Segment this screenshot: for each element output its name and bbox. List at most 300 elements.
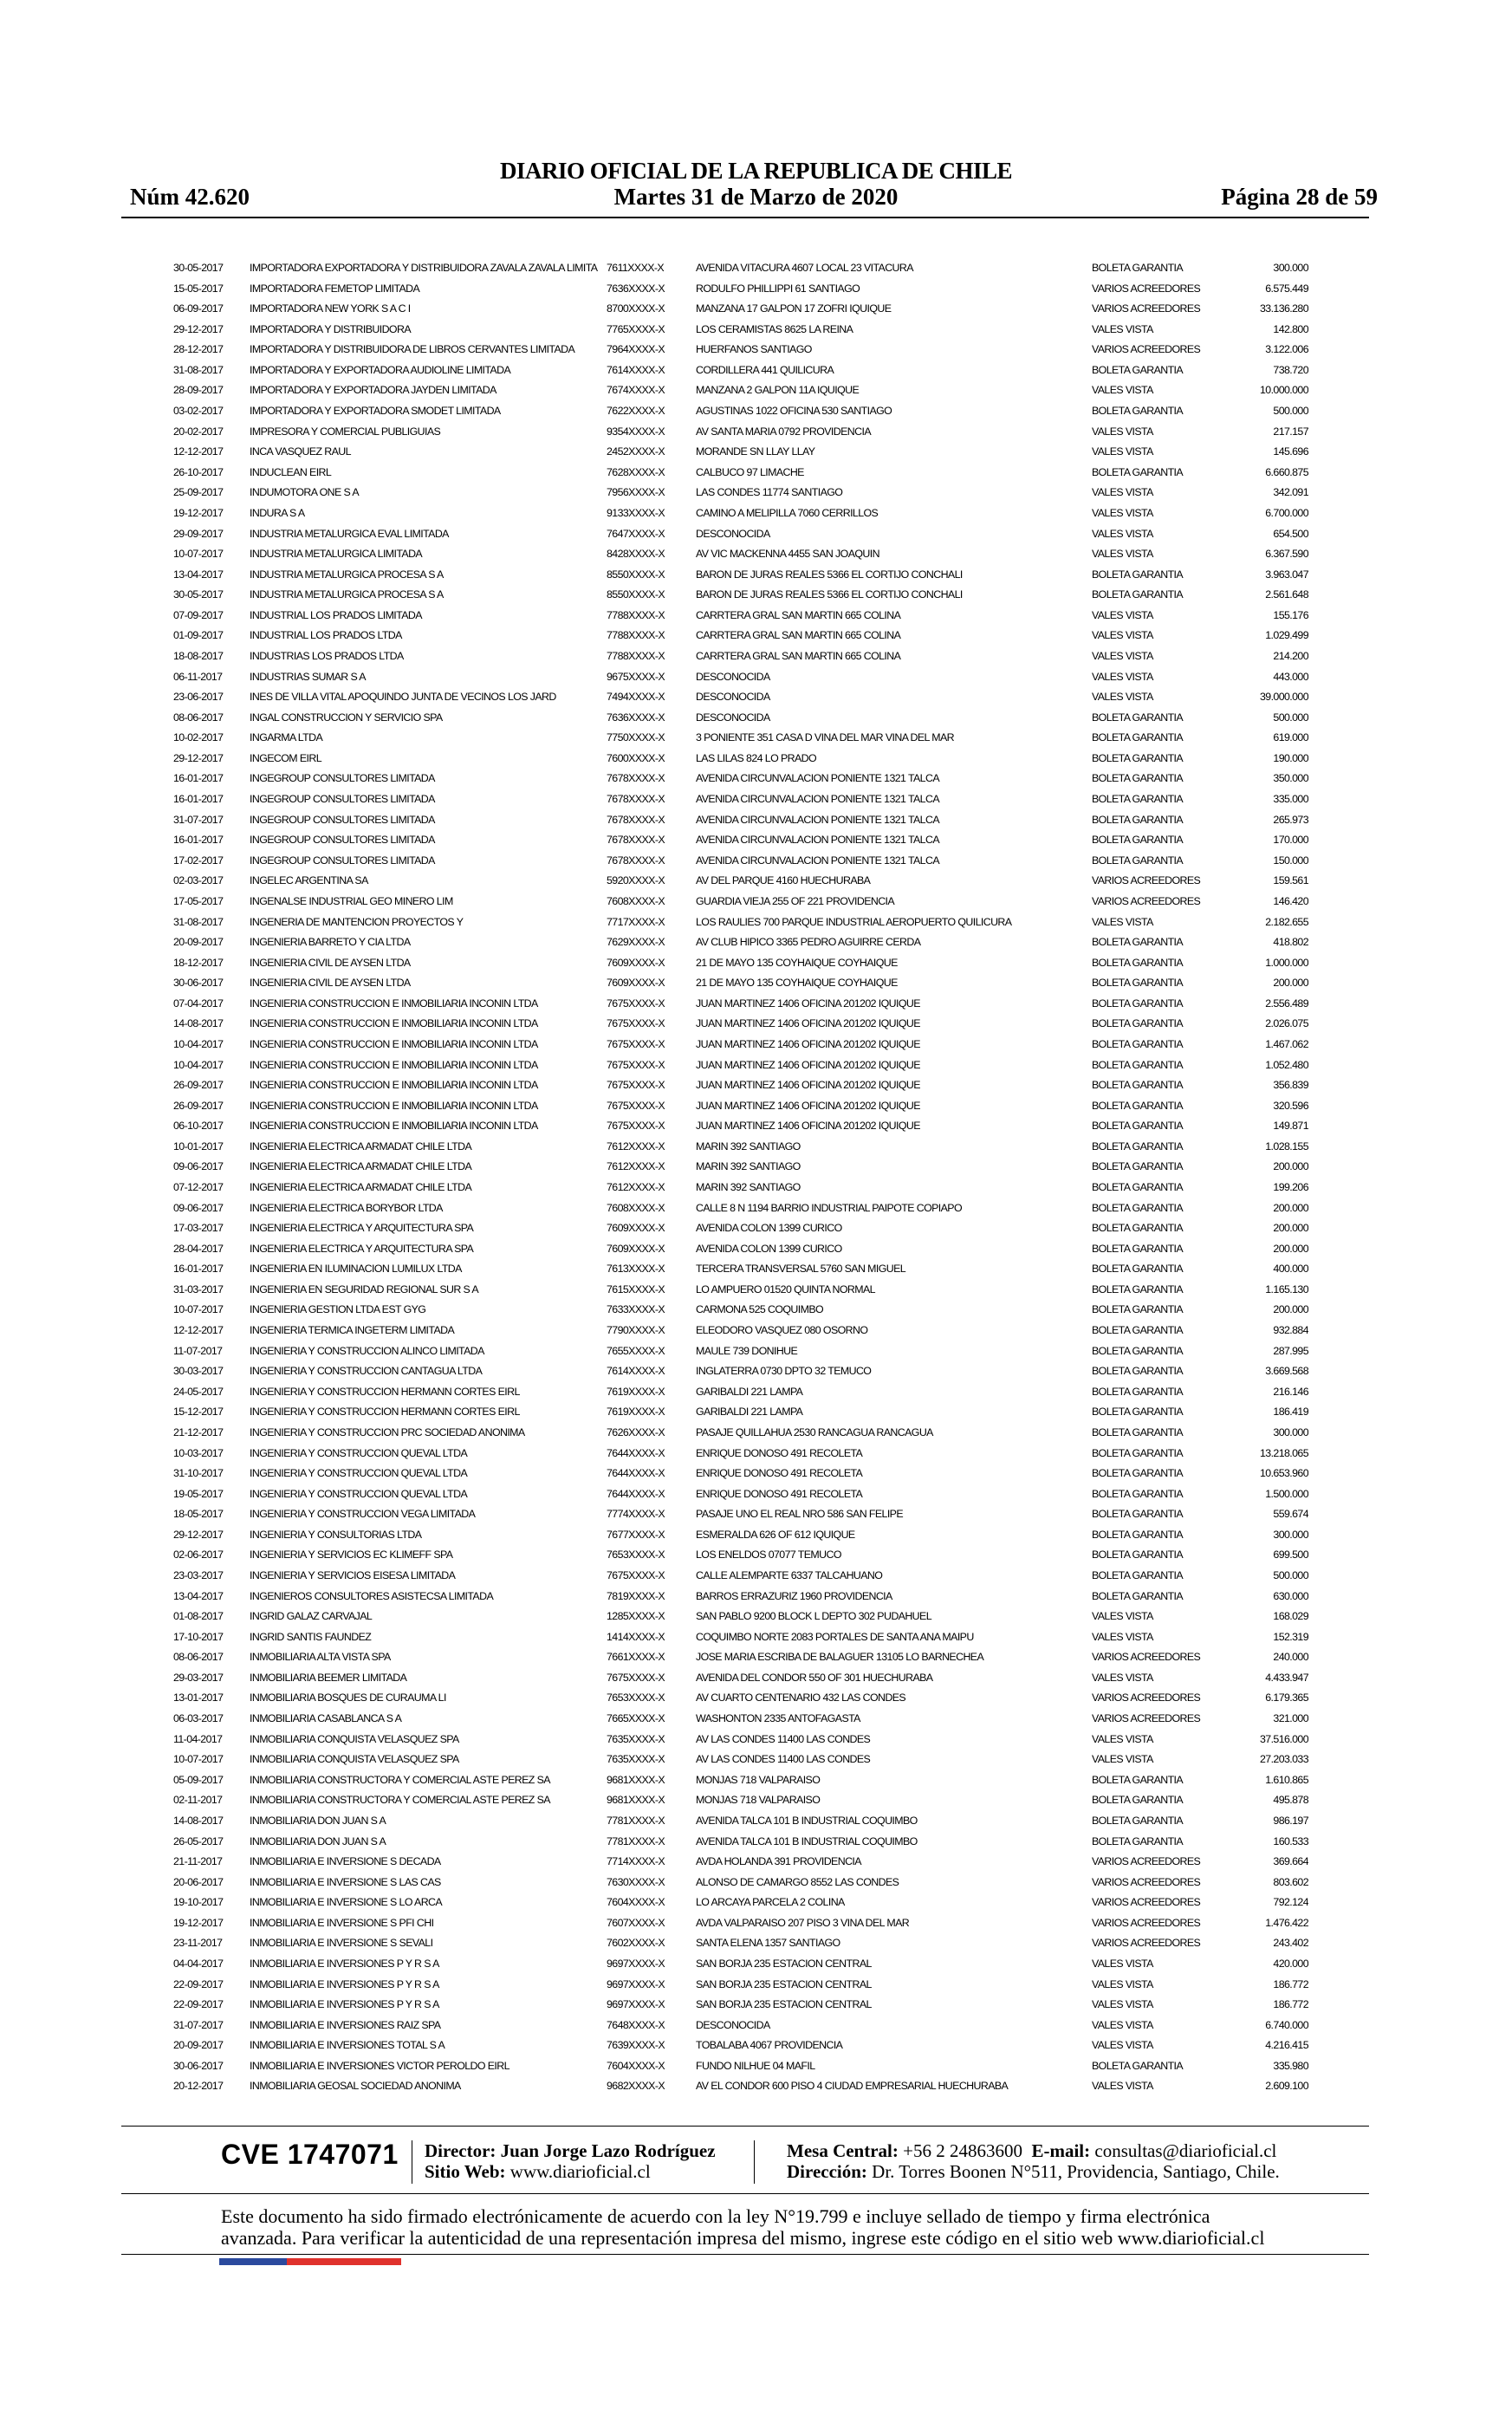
record-id: 7819XXXX-X <box>607 1589 665 1602</box>
record-name: INMOBILIARIA CASABLANCA S A <box>250 1712 402 1725</box>
record-date: 28-12-2017 <box>173 343 224 356</box>
record-date: 13-04-2017 <box>173 1589 224 1602</box>
record-name: INGENIERIA CIVIL DE AYSEN LTDA <box>250 956 411 969</box>
record-document-type: BOLETA GARANTIA <box>1092 711 1184 724</box>
record-amount: 335.000 <box>1273 793 1308 806</box>
table-row <box>173 994 1308 1015</box>
record-address: AVENIDA DEL CONDOR 550 OF 301 HUECHURABA <box>696 1671 933 1684</box>
record-address: MONJAS 718 VALPARAISO <box>696 1773 821 1786</box>
table-row <box>173 973 1308 994</box>
record-id: 7494XXXX-X <box>607 691 665 704</box>
record-name: INMOBILIARIA CONSTRUCTORA Y COMERCIAL ASTE PEREZ SA <box>250 1773 550 1786</box>
table-row <box>173 1852 1308 1873</box>
record-document-type: BOLETA GARANTIA <box>1092 1303 1184 1316</box>
record-name: INMOBILIARIA E INVERSIONES P Y R S A <box>250 1998 439 2011</box>
record-amount: 150.000 <box>1273 854 1308 867</box>
table-row <box>173 299 1308 320</box>
email-link[interactable]: consultas@diarioficial.cl <box>1094 2140 1277 2161</box>
record-address: CALLE 8 N 1194 BARRIO INDUSTRIAL PAIPOTE COPIAPO <box>696 1201 962 1214</box>
record-amount: 10.000.000 <box>1259 384 1308 397</box>
record-address: COQUIMBO NORTE 2083 PORTALES DE SANTA ANA MAIPU <box>696 1630 974 1643</box>
record-amount: 33.136.280 <box>1259 302 1308 315</box>
table-row <box>173 1137 1308 1158</box>
record-date: 16-01-2017 <box>173 793 224 806</box>
record-id: 5920XXXX-X <box>607 874 665 887</box>
record-id: 9133XXXX-X <box>607 506 665 519</box>
record-name: INMOBILIARIA ALTA VISTA SPA <box>250 1651 391 1664</box>
record-address: JUAN MARTINEZ 1406 OFICINA 201202 IQUIQUE <box>696 1058 920 1071</box>
record-amount: 10.653.960 <box>1259 1467 1308 1480</box>
record-address: TERCERA TRANSVERSAL 5760 SAN MIGUEL <box>696 1263 906 1276</box>
record-id: 7714XXXX-X <box>607 1855 665 1868</box>
record-date: 11-04-2017 <box>173 1732 223 1745</box>
record-amount: 6.575.449 <box>1265 282 1308 295</box>
record-name: INGENIEROS CONSULTORES ASISTECSA LIMITADA <box>250 1589 494 1602</box>
record-date: 15-05-2017 <box>173 282 224 295</box>
record-address: MONJAS 718 VALPARAISO <box>696 1794 821 1807</box>
record-address: AV DEL PARQUE 4160 HUECHURABA <box>696 874 871 887</box>
record-date: 02-11-2017 <box>173 1794 223 1807</box>
record-name: INGEGROUP CONSULTORES LIMITADA <box>250 813 435 826</box>
record-amount: 6.740.000 <box>1265 2018 1308 2031</box>
footer-divider-top <box>121 2126 1369 2127</box>
record-amount: 369.664 <box>1273 1855 1308 1868</box>
record-document-type: BOLETA GARANTIA <box>1092 1120 1184 1133</box>
table-row <box>173 1587 1308 1607</box>
record-id: 7639XXXX-X <box>607 2039 665 2052</box>
record-date: 10-03-2017 <box>173 1446 224 1459</box>
table-row <box>173 1627 1308 1648</box>
record-address: LAS LILAS 824 LO PRADO <box>696 751 817 764</box>
record-address: RODULFO PHILLIPPI 61 SANTIAGO <box>696 282 860 295</box>
record-date: 10-07-2017 <box>173 1303 224 1316</box>
record-document-type: VARIOS ACREEDORES <box>1092 1875 1201 1888</box>
record-name: IMPORTADORA NEW YORK S A C I <box>250 302 411 315</box>
table-row <box>173 932 1308 953</box>
record-id: 7608XXXX-X <box>607 894 665 907</box>
table-row <box>173 687 1308 708</box>
table-row <box>173 1933 1308 1954</box>
record-document-type: VALES VISTA <box>1092 2039 1153 2052</box>
record-date: 18-12-2017 <box>173 956 224 969</box>
record-id: 7630XXXX-X <box>607 1875 665 1888</box>
record-document-type: BOLETA GARANTIA <box>1092 1160 1184 1173</box>
record-amount: 243.402 <box>1273 1937 1308 1950</box>
record-name: INGENIERIA Y CONSTRUCCION ALINCO LIMITADA <box>250 1344 484 1357</box>
table-row <box>173 667 1308 688</box>
record-address: AVDA VALPARAISO 207 PISO 3 VINA DEL MAR <box>696 1916 910 1929</box>
table-row <box>173 1504 1308 1525</box>
record-date: 29-03-2017 <box>173 1671 224 1684</box>
record-id: 7675XXXX-X <box>607 1569 665 1581</box>
record-name: INGENIERIA ELECTRICA Y ARQUITECTURA SPA <box>250 1222 474 1235</box>
record-address: AVENIDA CIRCUNVALACION PONIENTE 1321 TALCA <box>696 793 939 806</box>
record-document-type: BOLETA GARANTIA <box>1092 731 1184 744</box>
record-address: JUAN MARTINEZ 1406 OFICINA 201202 IQUIQUE <box>696 1120 920 1133</box>
table-row <box>173 1545 1308 1566</box>
record-amount: 342.091 <box>1273 486 1308 499</box>
record-address: ESMERALDA 626 OF 612 IQUIQUE <box>696 1528 855 1541</box>
record-name: IMPORTADORA Y EXPORTADORA JAYDEN LIMITADA <box>250 384 496 397</box>
record-amount: 500.000 <box>1273 1569 1308 1581</box>
record-id: 7613XXXX-X <box>607 1263 665 1276</box>
record-amount: 13.218.065 <box>1259 1446 1308 1459</box>
record-address: GARIBALDI 221 LAMPA <box>696 1406 803 1419</box>
record-amount: 145.696 <box>1273 445 1308 458</box>
record-id: 7675XXXX-X <box>607 997 665 1010</box>
record-document-type: VARIOS ACREEDORES <box>1092 1916 1201 1929</box>
record-date: 26-05-2017 <box>173 1834 224 1847</box>
record-document-type: BOLETA GARANTIA <box>1092 956 1184 969</box>
record-name: INGENIERIA Y CONSTRUCCION QUEVAL LTDA <box>250 1446 468 1459</box>
record-document-type: VARIOS ACREEDORES <box>1092 894 1201 907</box>
record-address: JOSE MARIA ESCRIBA DE BALAGUER 13105 LO BARNECHEA <box>696 1651 984 1664</box>
record-name: INGEGROUP CONSULTORES LIMITADA <box>250 834 435 847</box>
record-address: 21 DE MAYO 135 COYHAIQUE COYHAIQUE <box>696 956 898 969</box>
record-date: 08-06-2017 <box>173 1651 224 1664</box>
record-amount: 186.419 <box>1273 1406 1308 1419</box>
record-id: 7614XXXX-X <box>607 363 665 376</box>
table-row <box>173 1954 1308 1975</box>
record-amount: 986.197 <box>1273 1814 1308 1827</box>
record-address: AVENIDA CIRCUNVALACION PONIENTE 1321 TALCA <box>696 813 939 826</box>
record-id: 7675XXXX-X <box>607 1058 665 1071</box>
record-address: 3 PONIENTE 351 CASA D VINA DEL MAR VINA DEL MAR <box>696 731 954 744</box>
website-link[interactable]: www.diarioficial.cl <box>509 2161 651 2182</box>
record-amount: 559.674 <box>1273 1508 1308 1521</box>
flag-blue-segment <box>219 2258 287 2265</box>
records-table-area <box>173 258 1308 2097</box>
record-address: LO AMPUERO 01520 QUINTA NORMAL <box>696 1282 875 1295</box>
record-amount: 6.367.590 <box>1265 548 1308 561</box>
table-row <box>173 463 1308 484</box>
record-date: 07-09-2017 <box>173 608 224 621</box>
record-date: 06-03-2017 <box>173 1712 224 1725</box>
record-address: DESCONOCIDA <box>696 670 770 683</box>
table-row <box>173 892 1308 912</box>
record-document-type: BOLETA GARANTIA <box>1092 1834 1184 1847</box>
record-id: 9697XXXX-X <box>607 1957 665 1970</box>
record-address: GUARDIA VIEJA 255 OF 221 PROVIDENCIA <box>696 894 895 907</box>
record-name: INGENIERIA GESTION LTDA EST GYG <box>250 1303 426 1316</box>
record-date: 31-08-2017 <box>173 915 224 928</box>
table-row <box>173 503 1308 524</box>
record-name: INGENIERIA CIVIL DE AYSEN LTDA <box>250 977 411 990</box>
record-date: 04-04-2017 <box>173 1957 224 1970</box>
record-address: AVDA HOLANDA 391 PROVIDENCIA <box>696 1855 861 1868</box>
record-date: 20-02-2017 <box>173 425 224 438</box>
record-name: INMOBILIARIA E INVERSIONE S PFI CHI <box>250 1916 434 1929</box>
record-name: INGENIERIA Y CONSTRUCCION CANTAGUA LTDA <box>250 1365 483 1378</box>
record-address: AVENIDA COLON 1399 CURICO <box>696 1242 842 1255</box>
record-name: IMPORTADORA Y EXPORTADORA AUDIOLINE LIMITADA <box>250 363 511 376</box>
record-date: 06-10-2017 <box>173 1120 224 1133</box>
record-date: 16-01-2017 <box>173 834 224 847</box>
table-row <box>173 320 1308 341</box>
record-address: DESCONOCIDA <box>696 711 770 724</box>
record-name: INMOBILIARIA E INVERSIONES TOTAL S A <box>250 2039 445 2052</box>
table-row <box>173 1075 1308 1096</box>
record-id: 7717XXXX-X <box>607 915 665 928</box>
record-name: INGEGROUP CONSULTORES LIMITADA <box>250 854 435 867</box>
record-date: 01-09-2017 <box>173 629 224 642</box>
table-row <box>173 1035 1308 1055</box>
record-date: 26-09-2017 <box>173 1079 224 1092</box>
record-date: 30-05-2017 <box>173 588 224 601</box>
record-id: 7678XXXX-X <box>607 793 665 806</box>
record-id: 7633XXXX-X <box>607 1303 665 1316</box>
table-row <box>173 1668 1308 1689</box>
record-id: 7655XXXX-X <box>607 1344 665 1357</box>
record-date: 20-06-2017 <box>173 1875 224 1888</box>
record-name: INMOBILIARIA E INVERSIONES P Y R S A <box>250 1977 439 1990</box>
record-address: MAULE 739 DONIHUE <box>696 1344 798 1357</box>
record-date: 22-09-2017 <box>173 1977 224 1990</box>
record-address: 21 DE MAYO 135 COYHAIQUE COYHAIQUE <box>696 977 898 990</box>
record-document-type: VALES VISTA <box>1092 1957 1153 1970</box>
record-address: AGUSTINAS 1022 OFICINA 530 SANTIAGO <box>696 405 892 418</box>
record-name: INGENIERIA ELECTRICA ARMADAT CHILE LTDA <box>250 1160 472 1173</box>
table-row <box>173 1444 1308 1464</box>
record-name: INMOBILIARIA E INVERSIONES VICTOR PEROLDO EIRL <box>250 2059 509 2072</box>
table-row <box>173 728 1308 749</box>
record-date: 10-04-2017 <box>173 1058 224 1071</box>
record-amount: 1.000.000 <box>1265 956 1308 969</box>
record-name: INMOBILIARIA GEOSAL SOCIEDAD ANONIMA <box>250 2080 461 2093</box>
record-document-type: VARIOS ACREEDORES <box>1092 1937 1201 1950</box>
record-id: 8550XXXX-X <box>607 588 665 601</box>
record-name: INDUMOTORA ONE S A <box>250 486 359 499</box>
record-name: INMOBILIARIA E INVERSIONE S LAS CAS <box>250 1875 441 1888</box>
record-id: 7644XXXX-X <box>607 1446 665 1459</box>
record-address: LOS CERAMISTAS 8625 LA REINA <box>696 322 853 335</box>
record-date: 31-10-2017 <box>173 1467 224 1480</box>
record-date: 24-05-2017 <box>173 1385 224 1398</box>
record-document-type: VALES VISTA <box>1092 548 1153 561</box>
footer-divider-middle <box>121 2193 1369 2194</box>
record-amount: 146.420 <box>1273 894 1308 907</box>
record-name: INGRID SANTIS FAUNDEZ <box>250 1630 372 1643</box>
record-amount: 500.000 <box>1273 405 1308 418</box>
record-id: 7675XXXX-X <box>607 1671 665 1684</box>
record-name: INMOBILIARIA DON JUAN S A <box>250 1834 386 1847</box>
record-id: 7788XXXX-X <box>607 629 665 642</box>
record-name: INGENIERIA EN SEGURIDAD REGIONAL SUR S A <box>250 1282 479 1295</box>
table-row <box>173 1178 1308 1198</box>
record-id: 7609XXXX-X <box>607 1242 665 1255</box>
record-id: 7622XXXX-X <box>607 405 665 418</box>
table-row <box>173 810 1308 831</box>
record-document-type: BOLETA GARANTIA <box>1092 1140 1184 1153</box>
table-row <box>173 1975 1308 1996</box>
record-date: 21-11-2017 <box>173 1855 223 1868</box>
record-date: 02-03-2017 <box>173 874 224 887</box>
table-row <box>173 1382 1308 1403</box>
record-name: INGENIERIA TERMICA INGETERM LIMITADA <box>250 1324 455 1337</box>
record-name: INGENALSE INDUSTRIAL GEO MINERO LIM <box>250 894 453 907</box>
record-name: INES DE VILLA VITAL APOQUINDO JUNTA DE VECINOS LOS JARD <box>250 691 556 704</box>
record-amount: 418.802 <box>1273 936 1308 949</box>
record-id: 7665XXXX-X <box>607 1712 665 1725</box>
table-row <box>173 1341 1308 1362</box>
table-row <box>173 258 1308 279</box>
record-address: AV CLUB HIPICO 3365 PEDRO AGUIRRE CERDA <box>696 936 921 949</box>
record-amount: 199.206 <box>1273 1181 1308 1194</box>
record-document-type: VALES VISTA <box>1092 649 1153 662</box>
table-row <box>173 1321 1308 1341</box>
table-row <box>173 871 1308 892</box>
record-date: 07-12-2017 <box>173 1181 224 1194</box>
record-address: ELEODORO VASQUEZ 080 OSORNO <box>696 1324 868 1337</box>
record-id: 7675XXXX-X <box>607 1099 665 1112</box>
record-amount: 4.216.415 <box>1265 2039 1308 2052</box>
record-document-type: VALES VISTA <box>1092 384 1153 397</box>
record-date: 19-05-2017 <box>173 1487 224 1500</box>
record-id: 7612XXXX-X <box>607 1140 665 1153</box>
record-name: INDUSTRIA METALURGICA PROCESA S A <box>250 588 444 601</box>
record-date: 15-12-2017 <box>173 1406 224 1419</box>
record-amount: 217.157 <box>1273 425 1308 438</box>
table-row <box>173 1239 1308 1260</box>
record-name: INGELEC ARGENTINA SA <box>250 874 368 887</box>
record-amount: 200.000 <box>1273 1201 1308 1214</box>
record-id: 7612XXXX-X <box>607 1160 665 1173</box>
record-document-type: BOLETA GARANTIA <box>1092 997 1184 1010</box>
record-amount: 320.596 <box>1273 1099 1308 1112</box>
record-address: INGLATERRA 0730 DPTO 32 TEMUCO <box>696 1365 872 1378</box>
table-row <box>173 1770 1308 1791</box>
records-table <box>173 258 1308 2097</box>
record-amount: 2.556.489 <box>1265 997 1308 1010</box>
record-id: 9682XXXX-X <box>607 2080 665 2093</box>
record-document-type: VALES VISTA <box>1092 1671 1153 1684</box>
record-address: ENRIQUE DONOSO 491 RECOLETA <box>696 1487 863 1500</box>
record-id: 7964XXXX-X <box>607 343 665 356</box>
record-amount: 1.500.000 <box>1265 1487 1308 1500</box>
table-row <box>173 626 1308 646</box>
record-document-type: VALES VISTA <box>1092 1753 1153 1766</box>
record-id: 7781XXXX-X <box>607 1834 665 1847</box>
record-address: CARRTERA GRAL SAN MARTIN 665 COLINA <box>696 649 901 662</box>
newspaper-title: DIARIO OFICIAL DE LA REPUBLICA DE CHILE <box>499 158 1013 184</box>
record-document-type: BOLETA GARANTIA <box>1092 1406 1184 1419</box>
record-id: 7604XXXX-X <box>607 1896 665 1909</box>
record-amount: 1.029.499 <box>1265 629 1308 642</box>
table-row <box>173 1055 1308 1076</box>
record-address: LOS RAULIES 700 PARQUE INDUSTRIAL AEROPUERTO QUILICURA <box>696 915 1012 928</box>
table-row <box>173 585 1308 606</box>
record-document-type: VALES VISTA <box>1092 506 1153 519</box>
record-address: SANTA ELENA 1357 SANTIAGO <box>696 1937 840 1950</box>
record-address: AV VIC MACKENNA 4455 SAN JOAQUIN <box>696 548 879 561</box>
record-date: 19-12-2017 <box>173 1916 224 1929</box>
record-amount: 190.000 <box>1273 751 1308 764</box>
record-document-type: VALES VISTA <box>1092 670 1153 683</box>
record-date: 09-06-2017 <box>173 1160 224 1173</box>
record-date: 18-08-2017 <box>173 649 224 662</box>
record-name: INDUSTRIA METALURGICA EVAL LIMITADA <box>250 527 449 540</box>
record-date: 29-12-2017 <box>173 1528 224 1541</box>
record-document-type: VALES VISTA <box>1092 691 1153 704</box>
record-id: 9675XXXX-X <box>607 670 665 683</box>
legal-notice-line-1: Este documento ha sido firmado electrónicamente de acuerdo con la ley N°19.799 e incluye sellado de tiempo y firma electrónica <box>221 2205 1210 2227</box>
record-document-type: BOLETA GARANTIA <box>1092 1467 1184 1480</box>
record-amount: 1.028.155 <box>1265 1140 1308 1153</box>
record-amount: 1.052.480 <box>1265 1058 1308 1071</box>
record-document-type: BOLETA GARANTIA <box>1092 1017 1184 1030</box>
record-document-type: BOLETA GARANTIA <box>1092 1385 1184 1398</box>
record-name: INGENIERIA Y CONSULTORIAS LTDA <box>250 1528 422 1541</box>
record-document-type: BOLETA GARANTIA <box>1092 772 1184 785</box>
record-name: INGENIERIA CONSTRUCCION E INMOBILIARIA INCONIN LTDA <box>250 1058 538 1071</box>
record-id: 9697XXXX-X <box>607 1977 665 1990</box>
record-date: 13-01-2017 <box>173 1692 224 1704</box>
record-id: 9681XXXX-X <box>607 1794 665 1807</box>
record-name: IMPORTADORA Y DISTRIBUIDORA <box>250 322 411 335</box>
record-address: MARIN 392 SANTIAGO <box>696 1160 801 1173</box>
record-amount: 37.516.000 <box>1259 1732 1308 1745</box>
record-amount: 200.000 <box>1273 1242 1308 1255</box>
record-date: 09-06-2017 <box>173 1201 224 1214</box>
record-document-type: BOLETA GARANTIA <box>1092 1773 1184 1786</box>
director-label: Director: <box>425 2140 496 2161</box>
record-date: 26-10-2017 <box>173 465 224 478</box>
record-id: 7644XXXX-X <box>607 1487 665 1500</box>
record-amount: 155.176 <box>1273 608 1308 621</box>
record-address: LAS CONDES 11774 SANTIAGO <box>696 486 843 499</box>
cve-code: CVE 1747071 <box>221 2139 399 2170</box>
record-address: HUERFANOS SANTIAGO <box>696 343 812 356</box>
record-document-type: BOLETA GARANTIA <box>1092 834 1184 847</box>
record-address: BARON DE JURAS REALES 5366 EL CORTIJO CONCHALI <box>696 568 963 581</box>
record-address: SAN BORJA 235 ESTACION CENTRAL <box>696 1957 872 1970</box>
record-id: 1414XXXX-X <box>607 1630 665 1643</box>
table-row <box>173 1832 1308 1853</box>
table-row <box>173 1811 1308 1832</box>
record-amount: 932.884 <box>1273 1324 1308 1337</box>
record-id: 7765XXXX-X <box>607 322 665 335</box>
record-name: INMOBILIARIA BOSQUES DE CURAUMA LI <box>250 1692 446 1704</box>
table-row <box>173 422 1308 443</box>
record-name: INMOBILIARIA DON JUAN S A <box>250 1814 386 1827</box>
table-row <box>173 1198 1308 1219</box>
record-amount: 300.000 <box>1273 1425 1308 1438</box>
record-amount: 1.476.422 <box>1265 1916 1308 1929</box>
record-document-type: VALES VISTA <box>1092 1630 1153 1643</box>
record-id: 7956XXXX-X <box>607 486 665 499</box>
record-amount: 2.182.655 <box>1265 915 1308 928</box>
record-date: 25-09-2017 <box>173 486 224 499</box>
record-address: DESCONOCIDA <box>696 527 770 540</box>
record-document-type: BOLETA GARANTIA <box>1092 813 1184 826</box>
record-address: JUAN MARTINEZ 1406 OFICINA 201202 IQUIQUE <box>696 1079 920 1092</box>
record-document-type: BOLETA GARANTIA <box>1092 568 1184 581</box>
record-amount: 214.200 <box>1273 649 1308 662</box>
table-row <box>173 2016 1308 2036</box>
phone-number: +56 2 24863600 <box>903 2140 1022 2161</box>
record-amount: 159.561 <box>1273 874 1308 887</box>
record-name: IMPORTADORA FEMETOP LIMITADA <box>250 282 420 295</box>
record-amount: 420.000 <box>1273 1957 1308 1970</box>
record-address: JUAN MARTINEZ 1406 OFICINA 201202 IQUIQUE <box>696 1037 920 1050</box>
record-amount: 186.772 <box>1273 1998 1308 2011</box>
record-name: INGAL CONSTRUCCION Y SERVICIO SPA <box>250 711 443 724</box>
record-address: CARRTERA GRAL SAN MARTIN 665 COLINA <box>696 629 901 642</box>
record-address: AV SANTA MARIA 0792 PROVIDENCIA <box>696 425 871 438</box>
record-document-type: VALES VISTA <box>1092 1998 1153 2011</box>
record-name: INGENIERIA ELECTRICA Y ARQUITECTURA SPA <box>250 1242 474 1255</box>
record-address: CORDILLERA 441 QUILICURA <box>696 363 834 376</box>
